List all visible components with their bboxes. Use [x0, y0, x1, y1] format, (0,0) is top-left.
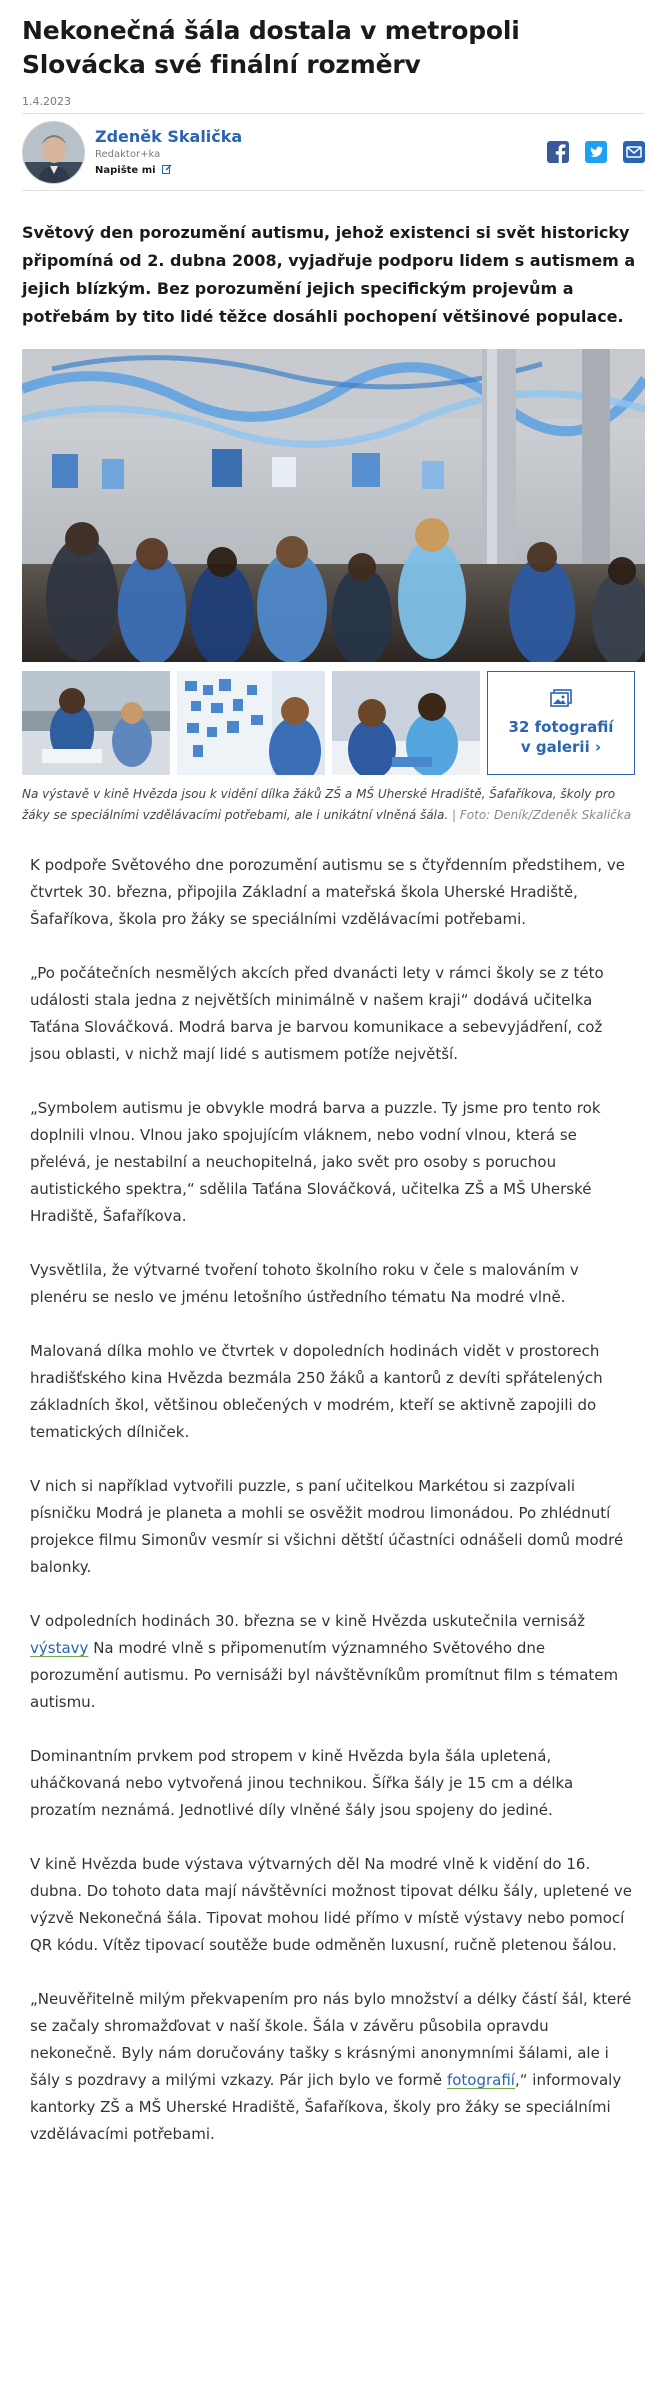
author-role: Redaktor+ka: [95, 149, 161, 160]
paragraph: K podpoře Světového dne porozumění autismu se s čtyřdenním předstihem, ve čtvrtek 30. března, připojila Základní a mateřská škola Uherské Hradiště, Šafaříkova, škola pro žáky se speciálními vzdělávacími potřebami.: [30, 856, 626, 928]
paragraph: Vysvětlila, že výtvarné tvoření tohoto školního roku v čele s malováním v plenéru se neslo ve jménu letošního ústředního tématu Na modré vlně.: [30, 1261, 579, 1306]
photo-thumbnails: [22, 671, 645, 775]
caption-text: Na výstavě v kině Hvězda jsou k vidění dílka žáků ZŠ a MŠ Uherské Hradiště, Šafaříkova, školy pro žáky se speciálními vzdělávacími potřebami, ale i unikátní vlněná šála.: [22, 787, 616, 822]
photo-caption: [22, 784, 645, 826]
paragraph-text: ,“ informovaly kantorky ZŠ a MŠ Uherské Hradiště, Šafaříkova, školy pro žáky se speciálními vzdělávacími potřebami.: [30, 2071, 622, 2143]
paragraph: „Po počátečních nesmělých akcích před dvanácti lety v rámci školy se z této události stala jedna z největších minimálně v našem kraji“ dodává učitelka Taťána Slováčková. Modrá barva je barvou komunikace a sebevyjádření, což jsou oblasti, v nichž mají lidé s autismem potíže největší.: [30, 964, 604, 1063]
author-info: [95, 127, 547, 177]
gallery-count: 32 fotografií: [508, 718, 614, 736]
paragraph: V nich si například vytvořili puzzle, s paní učitelkou Markétou si zazpívali písničku Modrá je planeta a mohli se osvěžit modrou limonádou. Po zhlédnutí projekce filmu Simonův vesmír si všichni dětští účastníci odnášeli domů modré balonky.: [30, 1477, 624, 1576]
paragraph: [30, 1608, 637, 1716]
exhibition-link[interactable]: výstavy: [30, 1639, 89, 1657]
write-to-author-link[interactable]: [95, 164, 547, 177]
article-body: [22, 852, 645, 2148]
paragraph: [30, 1986, 637, 2148]
write-label: Napište mi: [95, 165, 156, 176]
caption-separator: |: [452, 808, 457, 822]
author-bar: [22, 114, 645, 191]
article-lead: Světový den porozumění autismu, jehož existenci si svět historicky připomíná od 2. dubna 2008, vyjadřuje podporu lidem s autismem a jejich blízkým. Bez porozumění jejich specifickým projevům a potřebám by tito lidé těžce dosáhli pochopení většinové populace.: [22, 223, 636, 326]
article-date: 1.4.2023: [22, 95, 71, 108]
author-avatar[interactable]: [22, 121, 85, 184]
paragraph: Malovaná dílka mohlo ve čtvrtek v dopoledních hodinách vidět v prostorech hradišťského kina Hvězda bezmála 250 žáků a kantorů z devíti spřátelených základních škol, většinou oblečených v modrém, kteří se aktivně zapojili do tematických dílniček.: [30, 1342, 603, 1441]
facebook-icon[interactable]: [547, 141, 569, 163]
edit-icon: [162, 164, 172, 177]
share-buttons: [547, 141, 645, 163]
paragraph: „Symbolem autismu je obvykle modrá barva a puzzle. Ty jsme pro tento rok doplnili vlnou. Vlnou jako spojujícím vláknem, nebo vodní vlnou, která se přelévá, je nestabilní a neuchopitelná, jako svět pro osoby s poruchou autistického spektra,“ sdělila Taťána Slováčková, učitelka ZŠ a MŠ Uherské Hradiště, Šafaříkova.: [30, 1099, 601, 1225]
gallery-label: [491, 717, 632, 757]
paragraph: Dominantním prvkem pod stropem v kině Hvězda byla šála upletená, uháčkovaná nebo vytvořená jinou technikou. Šířka šály je 15 cm a délka prozatím neznámá. Jednotlivé díly vlněné šály jsou spojeny do jediné.: [30, 1747, 574, 1819]
gallery-icon: [550, 689, 572, 711]
mail-icon[interactable]: [623, 141, 645, 163]
paragraph-text: „Neuvěřitelně milým překvapením pro nás bylo množství a délky částí šál, které se začaly shromažďovat v naší škole. Šála v závěru působila opravdu nekonečně. Byly nám doručovány tašky s krásnými anonymními šálami, ale i šály s pozdravy a milými vzkazy. Pár jich bylo ve formě: [30, 1990, 632, 2089]
paragraph: V kině Hvězda bude výstava výtvarných děl Na modré vlně k vidění do 16. dubna. Do tohoto data mají návštěvníci možnost tipovat délku šály, upletené ve výzvě Nekonečná šála. Tipovat mohou lidé přímo v místě výstavy nebo pomocí QR kódu. Vítěz tipovací soutěže bude odměněn luxusní, ručně pletenou šálou.: [30, 1855, 632, 1954]
thumbnail-photo[interactable]: [332, 671, 480, 775]
thumbnail-photo[interactable]: [177, 671, 325, 775]
gallery-link-label: v galerii ›: [520, 738, 602, 756]
paragraph-text: V odpoledních hodinách 30. března se v kině Hvězda uskutečnila vernisáž: [30, 1612, 586, 1630]
article-title: Nekonečná šála dostala v metropoli Slovácka své finální rozměrv: [22, 16, 520, 79]
gallery-link[interactable]: [487, 671, 635, 775]
author-name[interactable]: Zdeněk Skalička: [95, 127, 243, 146]
thumbnail-photo[interactable]: [22, 671, 170, 775]
paragraph-text: Na modré vlně s připomenutím významného Světového dne porozumění autismu. Po vernisáži byl návštěvníkům promítnut film s tématem autismu.: [30, 1639, 619, 1711]
main-photo[interactable]: [22, 349, 645, 662]
photo-credit: Foto: Deník/Zdeněk Skalička: [459, 808, 632, 822]
photos-link[interactable]: fotografií: [446, 2071, 515, 2089]
twitter-icon[interactable]: [585, 141, 607, 163]
